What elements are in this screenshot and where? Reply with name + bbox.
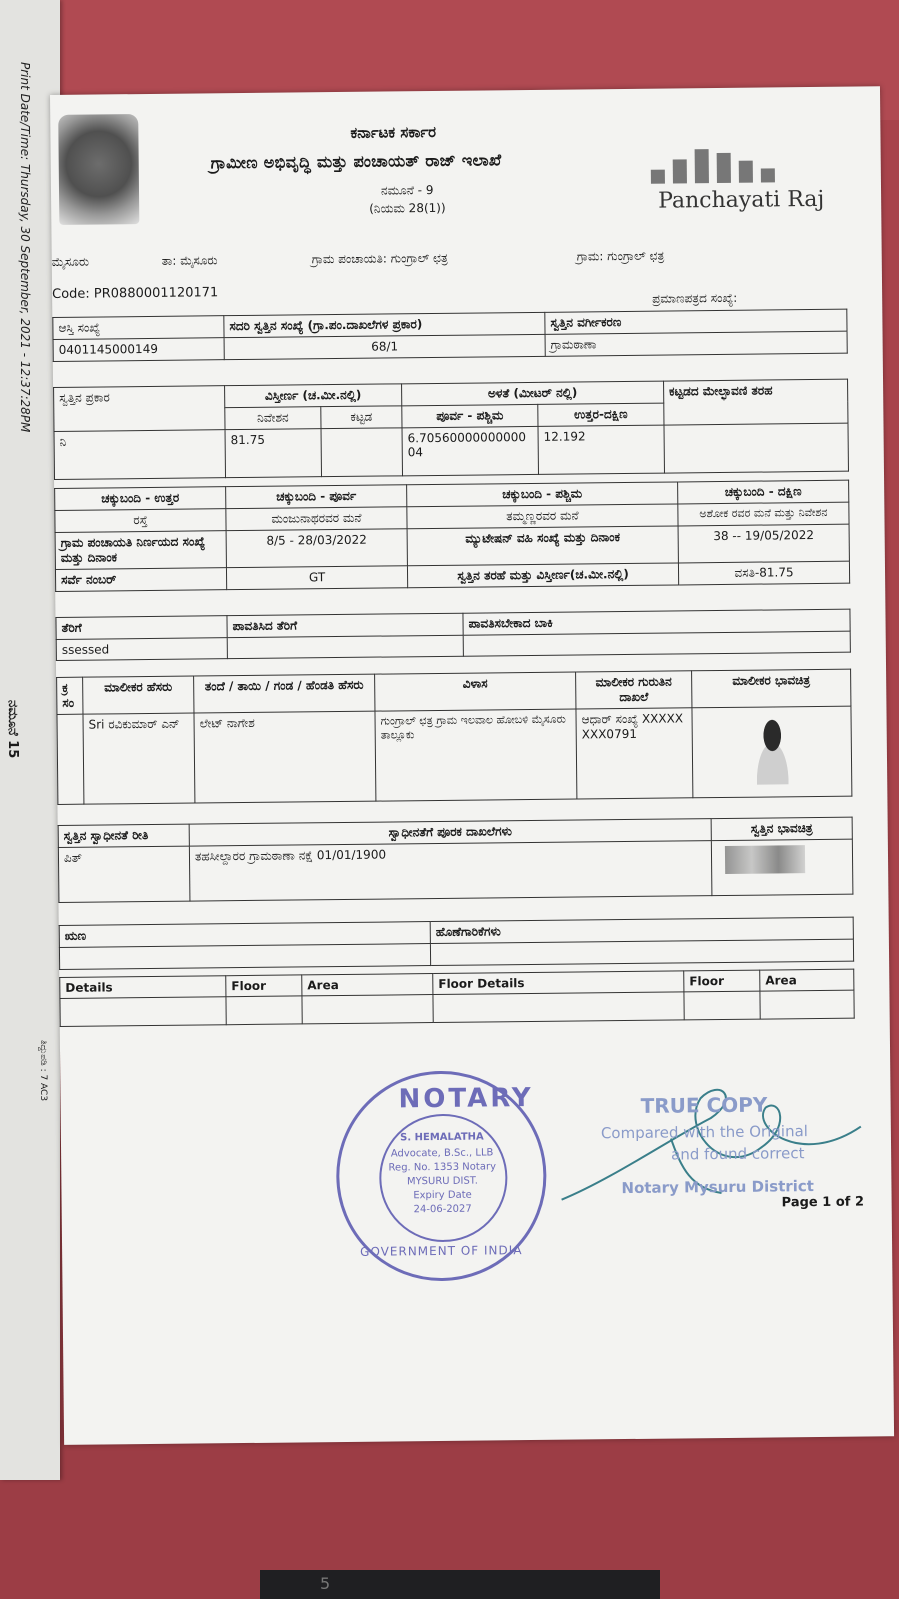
- ns-value: 12.192: [538, 425, 664, 474]
- gp-resolution-value: 8/5 - 28/03/2022: [226, 529, 407, 568]
- type-label: ಸ್ವತ್ತಿನ ಪ್ರಕಾರ: [54, 386, 225, 432]
- north-value: ರಸ್ತೆ: [55, 509, 226, 533]
- stamp-name: S. HEMALATHA: [400, 1131, 484, 1144]
- stamp-top-text: NOTARY: [398, 1082, 534, 1115]
- stamp-line3: MYSURU DIST.: [406, 1175, 478, 1188]
- bottom-dark-strip: [260, 1570, 660, 1599]
- stamp-line5: 24-06-2027: [413, 1203, 472, 1216]
- owner-address-value: ಗುಂಗ್ರಾಲ್ ಛತ್ರ ಗ್ರಾಮ ಇಲವಾಲ ಹೋಬಳಿ ಮೈಸೂರು ತಾಲ್ಲೂಕು: [375, 709, 577, 801]
- side-form-label: ನಮೂನೆ 15: [5, 700, 20, 759]
- karnataka-emblem-icon: [58, 114, 139, 225]
- owner-name-value: Sri ರವಿಕುಮಾರ್ ಎನ್: [83, 713, 195, 804]
- rights-value: [59, 944, 430, 970]
- details-right-value: [433, 992, 684, 1023]
- possession-docs-label: ಸ್ವಾಧೀನತೆಗೆ ಪೂರಕ ದಾಖಲೆಗಳು: [189, 819, 711, 846]
- dims-label: ಅಳತೆ (ಮೀಟರ್ ನಲ್ಲಿ): [402, 381, 664, 406]
- tax-due-label: ಪಾವತಿಸಬೇಕಾದ ಬಾಕಿ: [463, 609, 850, 635]
- document-page: [50, 86, 894, 1445]
- owner-address-label: ವಿಳಾಸ: [375, 672, 576, 711]
- area-label: ವಿಸ್ತೀರ್ಣ (ಚ.ಮೀ.ನಲ್ಲಿ): [225, 384, 402, 408]
- west-label: ಚಕ್ಕುಬಂದಿ - ಪಶ್ಚಿಮ: [407, 482, 678, 507]
- east-value: ಮಂಜುನಾಥರವರ ಮನೆ: [226, 507, 407, 531]
- assessed-text: ssessed: [56, 638, 227, 661]
- class-label: ಸ್ವತ್ತಿನ ವರ್ಗೀಕರಣ: [545, 309, 847, 334]
- rule-number: (ನಿಯಮ 28(1)): [369, 200, 446, 216]
- south-label: ಚಕ್ಕುಬಂದಿ - ದಕ್ಷಿಣ: [678, 480, 849, 504]
- mutation-label: ಮ್ಯುಟೇಷನ್ ವಹಿ ಸಂಖ್ಯೆ ಮತ್ತು ದಿನಾಂಕ: [407, 526, 678, 566]
- notary-stamp: [335, 1070, 547, 1282]
- bldg-value: [321, 428, 402, 477]
- liabilities-value: [430, 939, 853, 965]
- property-id-table: [52, 309, 847, 362]
- taluk: ತಾ: ಮೈಸೂರು: [161, 253, 218, 268]
- site-label: ನಿವೇಶನ: [225, 407, 321, 430]
- prop-no-label: ಸದರಿ ಸ್ವತ್ತಿನ ಸಂಖ್ಯೆ (ಗ್ರಾ.ಪಂ.ದಾಖಲೆಗಳ ಪ್ರಕಾರ): [224, 312, 545, 337]
- govt-title: ಕರ್ನಾಟಕ ಸರ್ಕಾರ: [350, 122, 437, 142]
- area-left-label: Area: [302, 974, 433, 996]
- page-number: Page 1 of 2: [781, 1194, 865, 1211]
- floor-left-value: [226, 996, 302, 1025]
- east-label: ಚಕ್ಕುಬಂದಿ - ಪೂರ್ವ: [226, 485, 407, 509]
- property-photo: [711, 839, 853, 895]
- owner-photo-image: [744, 714, 800, 785]
- ns-label: ಉತ್ತರ-ದಕ್ಷಿಣ: [538, 403, 664, 426]
- site-value: 81.75: [225, 429, 321, 478]
- details-left-value: [60, 997, 226, 1027]
- nature-value: ವಸತಿ-81.75: [678, 561, 849, 585]
- gp-resolution-label: ಗ್ರಾಮ ಪಂಚಾಯತಿ ನಿರ್ಣಯದ ಸಂಖ್ಯೆ ಮತ್ತು ದಿನಾಂಕ: [55, 531, 226, 570]
- floor-right-value: [684, 991, 760, 1020]
- west-value: ತಮ್ಮಣ್ಣರವರ ಮನೆ: [407, 504, 678, 529]
- details-left-label: Details: [60, 976, 226, 999]
- true-copy-stamp: TRUE COPY: [640, 1092, 768, 1118]
- survey-value: GT: [226, 566, 407, 590]
- owner-id-label: ಮಾಲೀಕರ ಗುರುತಿನ ದಾಖಲೆ: [576, 671, 692, 709]
- certificate-number-label: ಪ್ರಮಾಣಪತ್ರದ ಸಂಖ್ಯೆ:: [652, 290, 738, 306]
- area-left-value: [302, 995, 433, 1024]
- owner-photo: [692, 706, 852, 798]
- prop-id-label: ಆಸ್ತಿ ಸಂಖ್ಯೆ: [53, 316, 224, 340]
- owner-sl-label: ಕ್ರ ಸಂ: [57, 677, 83, 714]
- possession-mode-value: ಪಿತ್: [58, 846, 190, 902]
- owner-table: [56, 669, 852, 805]
- print-datetime: Print Date/Time: Thursday, 30 September, 2021 - 12:37:28PM: [18, 62, 32, 433]
- ew-label: ಪೂರ್ವ - ಪಶ್ಚಿಮ: [402, 404, 538, 427]
- tax-table: [55, 609, 850, 661]
- panchayat: ಗ್ರಾಮ ಪಂಚಾಯತಿ: ಗುಂಗ್ರಾಲ್ ಛತ್ರ: [311, 250, 448, 267]
- property-photo-label: ಸ್ವತ್ತಿನ ಭಾವಚಿತ್ರ: [711, 817, 852, 840]
- liabilities-table: [59, 917, 854, 970]
- stamp-bottom-text: GOVERNMENT OF INDIA: [360, 1243, 523, 1259]
- tax-label: ತೆರಿಗೆ: [56, 616, 227, 640]
- owner-father-value: ಲೇಟ್ ನಾಗೇಶ: [194, 711, 376, 803]
- possession-table: [58, 817, 854, 903]
- side-code: ತಿದ್ದುಪಡಿ : 7 AC3: [38, 1040, 48, 1102]
- type-value: ನಿ: [54, 430, 225, 480]
- build-label: ಕಟ್ಟಡದ ಮೇಲ್ಛಾವಣಿ ತರಹ: [664, 379, 848, 425]
- area-right-value: [760, 990, 854, 1019]
- tax-paid-label: ಪಾವತಿಸಿದ ತೆರಿಗೆ: [227, 613, 463, 637]
- prop-id-value: 0401145000149: [53, 338, 224, 362]
- bottom-number: 5: [320, 1574, 331, 1593]
- mutation-value: 38 -- 19/05/2022: [678, 524, 849, 563]
- ew-value: 6.7056000000000004: [402, 426, 538, 475]
- south-value: ಅಶೋಕ ರವರ ಮನೆ ಮತ್ತು ನಿವೇಶನ: [678, 502, 849, 526]
- floor-left-label: Floor: [226, 975, 302, 997]
- possession-docs-value: ತಹಸೀಲ್ದಾರರ ಗ್ರಾಮಠಾಣಾ ನಕ್ಷೆ 01/01/1900: [189, 841, 712, 901]
- property-photo-image: [725, 845, 805, 874]
- village: ಗ್ರಾಮ: ಗುಂಗ್ರಾಲ್ ಛತ್ರ: [576, 248, 665, 264]
- rights-label: ಋಣ: [59, 922, 430, 948]
- build-value: [664, 423, 848, 473]
- notary-district-text: Notary Mysuru District: [621, 1177, 815, 1198]
- stamp-line2: Reg. No. 1353 Notary: [388, 1161, 497, 1174]
- floor-right-label: Floor: [684, 970, 760, 992]
- prop-no-value: 68/1: [224, 334, 545, 359]
- district: ಮೈಸೂರು: [51, 254, 90, 269]
- owner-id-value: ಆಧಾರ್ ಸಂಖ್ಯೆ XXXXXXXX0791: [576, 708, 693, 799]
- floor-details-table: [59, 969, 854, 1027]
- dimensions-table: [53, 379, 849, 480]
- form-number: ನಮೂನೆ - 9: [380, 182, 434, 198]
- liabilities-label: ಹೊಣೆಗಾರಿಕೆಗಳು: [430, 917, 853, 943]
- found-correct-text: and found correct: [671, 1144, 805, 1164]
- stamp-line4: Expiry Date: [413, 1189, 472, 1202]
- stamp-line1: Advocate, B.Sc., LLB: [390, 1147, 494, 1160]
- panchayati-raj-text: Panchayati Raj: [658, 186, 825, 214]
- bldg-label: ಕಟ್ಟಡ: [321, 406, 402, 429]
- area-right-label: Area: [760, 969, 854, 991]
- tax-paid-value: [227, 635, 463, 658]
- class-value: ಗ್ರಾಮಠಾಣಾ: [545, 331, 847, 356]
- tax-due-value: [463, 631, 850, 656]
- survey-label: ಸರ್ವೆ ನಂಬರ್: [55, 568, 226, 592]
- owner-photo-label: ಮಾಲೀಕರ ಭಾವಚಿತ್ರ: [692, 669, 851, 708]
- nature-label: ಸ್ವತ್ತಿನ ತರಹೆ ಮತ್ತು ವಿಸ್ತೀರ್ಣ(ಚ.ಮೀ.ನಲ್ಲಿ): [407, 563, 678, 588]
- owner-father-label: ತಂದೆ / ತಾಯಿ / ಗಂಡ / ಹೆಂಡತಿ ಹೆಸರು: [194, 674, 375, 713]
- boundaries-table: [54, 480, 850, 592]
- department-title: ಗ್ರಾಮೀಣ ಅಭಿವೃದ್ಧಿ ಮತ್ತು ಪಂಚಾಯತ್ ರಾಜ್ ಇಲಾಖೆ: [210, 150, 502, 173]
- north-label: ಚಕ್ಕುಬಂದಿ - ಉತ್ತರ: [55, 487, 226, 511]
- compared-text: Compared with the Original: [600, 1122, 809, 1143]
- owner-sl-value: [57, 714, 84, 804]
- details-right-label: Floor Details: [433, 971, 684, 995]
- possession-mode-label: ಸ್ವತ್ತಿನ ಸ್ವಾಧೀನತೆ ರೀತಿ: [58, 824, 189, 847]
- owner-name-label: ಮಾಲೀಕರ ಹೆಸರು: [83, 676, 194, 714]
- panchayati-raj-logo-icon: [651, 142, 781, 183]
- code: Code: PR0880001120171: [52, 285, 219, 302]
